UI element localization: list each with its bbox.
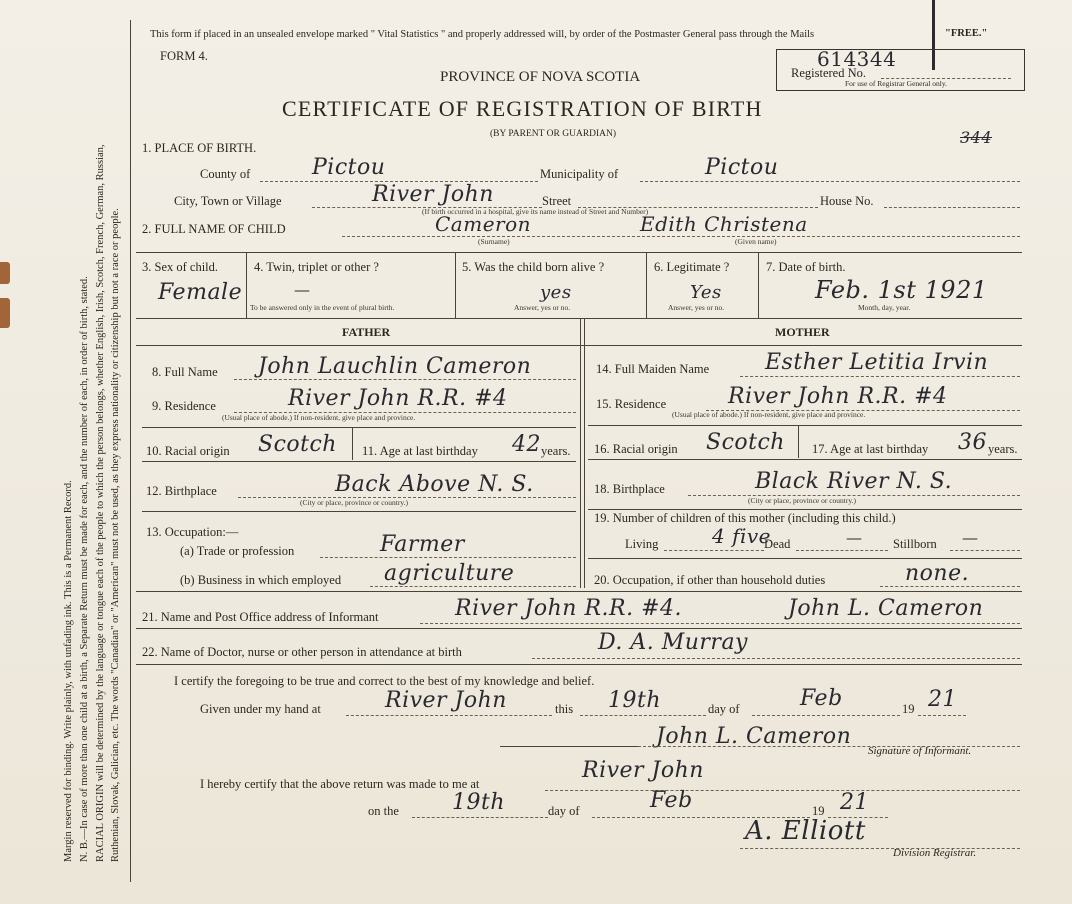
father-racial: Scotch — [258, 432, 337, 457]
mother-name-label: 14. Full Maiden Name — [596, 362, 710, 376]
father-age-unit: years. — [541, 444, 571, 458]
column-divider — [580, 318, 581, 588]
living-value: 4 five — [712, 524, 772, 548]
twin-note: To be answered only in the event of plural birth. — [250, 303, 395, 312]
free-mark: "FREE." — [945, 28, 988, 39]
child-surname: Cameron — [435, 212, 532, 236]
informant-label: 21. Name and Post Office address of Informant — [142, 610, 379, 624]
registrar-year-prefix: 19 — [812, 804, 825, 818]
postal-note: This form if placed in an unsealed envelope marked " Vital Statistics " and properly addressed will, by order of the Postmaster General pass through the Mails — [150, 29, 815, 40]
informant-signature-caption: Signature of Informant. — [868, 745, 972, 757]
mother-birthplace-label: 18. Birthplace — [594, 482, 665, 496]
dob-value: Feb. 1st 1921 — [815, 276, 988, 304]
father-name: John Lauchlin Cameron — [258, 354, 532, 379]
mother-birthplace: Black River N. S. — [755, 469, 953, 494]
father-birthplace: Back Above N. S. — [335, 472, 534, 497]
doctor-name: D. A. Murray — [598, 630, 748, 655]
registered-no-label: Registered No. — [791, 66, 866, 80]
registration-box — [776, 49, 1025, 91]
child-name-label: 2. FULL NAME OF CHILD — [142, 222, 286, 236]
certify-statement: I certify the foregoing to be true and correct to the best of my knowledge and belief. — [174, 674, 595, 688]
father-age: 42 — [512, 432, 541, 457]
father-birthplace-label: 12. Birthplace — [146, 484, 217, 498]
father-age-label: 11. Age at last birthday — [362, 444, 478, 458]
form-number: FORM 4. — [160, 49, 208, 63]
margin-line — [130, 20, 131, 882]
county-value: Pictou — [312, 155, 386, 180]
living-label: Living — [625, 537, 659, 551]
dob-label: 7. Date of birth. — [766, 260, 846, 274]
legitimate-label: 6. Legitimate ? — [654, 260, 730, 274]
father-residence: River John R.R. #4 — [288, 386, 508, 411]
binding-tab — [0, 298, 10, 328]
city-value: River John — [372, 182, 494, 207]
mother-birthplace-note: (City or place, province or country.) — [748, 496, 857, 505]
surname-caption: (Surname) — [478, 237, 510, 246]
sex-label: 3. Sex of child. — [142, 260, 219, 274]
informant-name: John L. Cameron — [788, 596, 984, 621]
mother-heading: MOTHER — [775, 325, 830, 339]
mother-racial: Scotch — [706, 430, 785, 455]
certificate-title: CERTIFICATE OF REGISTRATION OF BIRTH — [282, 96, 763, 121]
father-business: agriculture — [384, 561, 515, 586]
registration-number: 614344 — [817, 47, 897, 71]
mother-occupation: none. — [905, 561, 970, 586]
sex-value: Female — [158, 280, 243, 305]
nb-note: N. B.—In case of more than one child at a birth, a Separate Return must be made for each, and the number of each, in order of birth, stated. — [79, 276, 90, 862]
legitimate-note: Answer, yes or no. — [668, 303, 725, 312]
street-label: Street — [542, 194, 572, 208]
registrar-day-of-label: day of — [548, 804, 580, 818]
trade-label: (a) Trade or profession — [180, 544, 295, 558]
stillborn-label: Stillborn — [893, 537, 937, 551]
father-name-label: 8. Full Name — [152, 365, 218, 379]
mother-age-unit: years. — [988, 442, 1018, 456]
mother-residence-note: (Usual place of abode.) If non-resident, give place and province. — [672, 410, 866, 419]
given-name-caption: (Given name) — [735, 237, 777, 246]
registrar-day: 19th — [452, 790, 506, 815]
informant-signature: John L. Cameron — [656, 724, 852, 749]
father-birthplace-note: (City or place, province or country.) — [300, 498, 409, 507]
mother-age: 36 — [958, 430, 987, 455]
given-under-label: Given under my hand at — [200, 702, 321, 716]
binding-tab — [0, 262, 10, 284]
registrar-place: River John — [582, 758, 704, 783]
dead-value: — — [846, 528, 863, 547]
twin-value: — — [294, 280, 311, 299]
racial-origin-note-2: Ruthenian, Slovak, Galician, etc. The words "Canadian" or "American" must not be used, as they express nationality or citizenship but not a race or people. — [110, 208, 121, 862]
racial-origin-note: RACIAL ORIGIN will be determined by the language or tongue each of the people to which the person belongs, whether English, Irish, Scotch, French, German, Russian, — [95, 144, 106, 862]
province-heading: PROVINCE OF NOVA SCOTIA — [440, 69, 641, 85]
alive-note: Answer, yes or no. — [514, 303, 571, 312]
given-place: River John — [385, 688, 507, 713]
dob-note: Month, day, year. — [858, 303, 911, 312]
twin-label: 4. Twin, triplet or other ? — [254, 260, 379, 274]
margin-note: Margin reserved for binding. Write plainly, with unfading ink. This is a Permanent Record. — [63, 480, 74, 862]
municipality-value: Pictou — [705, 155, 779, 180]
struck-number: 344 — [960, 128, 993, 147]
father-racial-label: 10. Racial origin — [146, 444, 230, 458]
business-label: (b) Business in which employed — [180, 573, 342, 587]
alive-label: 5. Was the child born alive ? — [462, 260, 605, 274]
father-heading: FATHER — [342, 325, 391, 339]
certificate-subtitle: (BY PARENT OR GUARDIAN) — [490, 129, 617, 139]
county-label: County of — [200, 167, 251, 181]
registrar-certify-label: I hereby certify that the above return was made to me at — [200, 777, 480, 791]
father-residence-label: 9. Residence — [152, 399, 216, 413]
this-label: this — [555, 702, 574, 716]
occupation-label: 13. Occupation:— — [146, 525, 239, 539]
mother-occupation-label: 20. Occupation, if other than household duties — [594, 573, 826, 587]
mother-name: Esther Letitia Irvin — [765, 350, 989, 375]
day-of-label: day of — [708, 702, 740, 716]
mother-residence-label: 15. Residence — [596, 397, 667, 411]
hospital-note: (If birth occurred in a hospital, give its name instead of Street and Number) — [422, 207, 649, 216]
year-prefix: 19 — [902, 702, 915, 716]
legitimate-value: Yes — [690, 282, 722, 303]
doctor-label: 22. Name of Doctor, nurse or other person in attendance at birth — [142, 645, 462, 659]
registrar-signature-caption: Division Registrar. — [893, 847, 977, 859]
children-count-label: 19. Number of children of this mother (including this child.) — [594, 511, 896, 525]
father-trade: Farmer — [380, 532, 465, 557]
mother-racial-label: 16. Racial origin — [594, 442, 678, 456]
registrar-signature: A. Elliott — [745, 816, 866, 846]
alive-value: yes — [540, 282, 572, 303]
registrar-use-note: For use of Registrar General only. — [845, 79, 947, 88]
place-of-birth-label: 1. PLACE OF BIRTH. — [142, 141, 257, 155]
stillborn-value: — — [962, 528, 979, 547]
city-label: City, Town or Village — [174, 194, 282, 208]
given-day: 19th — [608, 688, 662, 713]
registrar-year: 21 — [840, 790, 869, 815]
given-year: 21 — [928, 687, 957, 712]
house-no-label: House No. — [820, 194, 874, 208]
informant-address: River John R.R. #4. — [455, 596, 682, 621]
given-month: Feb — [800, 686, 843, 711]
registrar-month: Feb — [650, 788, 693, 813]
dead-label: Dead — [764, 537, 791, 551]
municipality-label: Municipality of — [540, 167, 619, 181]
child-given-name: Edith Christena — [640, 212, 808, 236]
on-the-label: on the — [368, 804, 399, 818]
mother-residence: River John R.R. #4 — [728, 384, 948, 409]
mother-age-label: 17. Age at last birthday — [812, 442, 929, 456]
father-residence-note: (Usual place of abode.) If non-resident, give place and province. — [222, 413, 416, 422]
